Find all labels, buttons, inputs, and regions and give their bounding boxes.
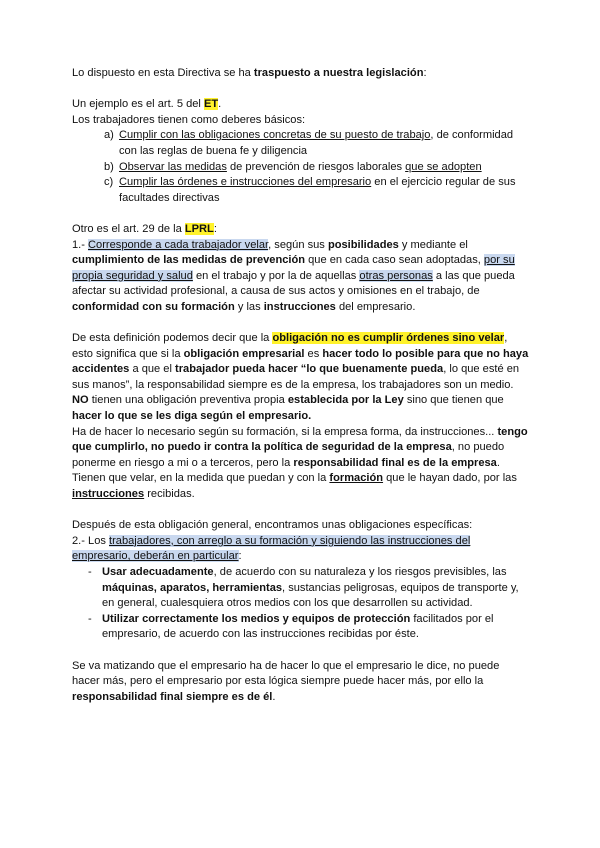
bold-text: tengo que cumplirlo, no puedo ir contra la política de seguridad de la empresa xyxy=(72,425,528,454)
paragraph-directiva xyxy=(72,66,530,82)
bold-text: posibilidades xyxy=(327,238,399,251)
paragraph-deberes: Los trabajadores tienen como deberes básicos: xyxy=(72,113,306,126)
text: tienen una obligación preventiva propia xyxy=(88,394,288,407)
text: en el ejercicio regular de sus facultades directivas xyxy=(119,176,516,204)
text: a las que pueda afectar su actividad profesional, a causa de sus actos y omisiones en el trabajo, de xyxy=(72,269,515,298)
highlight-text: Corresponde a cada trabajador velar xyxy=(88,238,269,251)
text: 1.- xyxy=(72,238,89,251)
underlined-text: Cumplir las órdenes e instrucciones del empresario xyxy=(119,176,372,189)
bold-text: obligación empresarial xyxy=(183,347,305,360)
text: , lo que esté en sus manos”, la responsabilidad siempre es de la empresa, los trabajadores son un medio. xyxy=(72,363,520,391)
text: recibidas. xyxy=(144,488,195,501)
text: a que el xyxy=(129,363,176,376)
bold-text: establecida por la Ley xyxy=(287,394,404,407)
text: sino que tienen que xyxy=(403,394,504,407)
bold-text: traspuesto a nuestra legislación xyxy=(253,67,424,79)
list-deberes xyxy=(72,128,530,206)
text: , no puedo ponerme en riesgo a mi o a terceros, pero la xyxy=(72,441,505,469)
text: del empresario. xyxy=(335,300,416,313)
text: : xyxy=(213,222,217,235)
list-obligaciones xyxy=(72,565,530,643)
list-item xyxy=(88,565,530,612)
text: , de acuerdo con su naturaleza y los riesgos previsibles, las xyxy=(213,566,507,578)
paragraph-ejemplo-et xyxy=(72,97,530,113)
text: 2.- Los xyxy=(72,534,109,547)
text: . xyxy=(218,98,222,111)
list-marker: c) xyxy=(104,176,114,189)
text: De esta definición podemos decir que la xyxy=(72,332,273,345)
bold-underlined-text: instrucciones xyxy=(72,488,145,501)
paragraph-art29-2 xyxy=(72,534,530,565)
highlight-text: obligación no es cumplir órdenes sino velar xyxy=(272,332,505,345)
bold-text: máquinas, aparatos, herramientas xyxy=(102,581,283,594)
list-marker: - xyxy=(88,612,92,625)
list-item xyxy=(104,160,530,176)
list-marker: - xyxy=(88,566,92,578)
paragraph-art29 xyxy=(72,238,530,316)
bold-text: responsabilidad final es de la empresa xyxy=(293,456,497,469)
bold-underlined-text: formación xyxy=(329,472,384,485)
bold-text: hacer lo que se les diga según el empresario. xyxy=(72,410,312,423)
paragraph-matizando xyxy=(72,659,530,706)
text: en el trabajo y por la de aquellas xyxy=(192,269,360,282)
bold-text: NO xyxy=(72,394,89,407)
paragraph-no-obligacion xyxy=(72,393,530,424)
highlight-text: por su propia seguridad y salud xyxy=(72,254,515,282)
text: , esto significa que si la xyxy=(72,332,508,360)
text: , sustancias peligrosas, equipos de transporte y, en general, cualesquiera otros medios con los que desarrollen su actividad. xyxy=(102,581,519,610)
text: facilitados por el empresario, de acuerdo con las instrucciones recibidas por éste. xyxy=(102,612,494,641)
bold-text: Usar adecuadamente xyxy=(102,566,214,578)
paragraph-especificas: Después de esta obligación general, encontramos unas obligaciones específicas: xyxy=(72,519,473,532)
text: : xyxy=(423,67,427,79)
underlined-text: Cumplir con las obligaciones concretas de su puesto de trabajo xyxy=(119,129,431,142)
list-item xyxy=(88,612,530,643)
bold-text: instrucciones xyxy=(263,300,336,313)
text: , según sus xyxy=(268,238,328,251)
bold-text: trabajador pueda hacer “lo que buenamente pueda xyxy=(175,363,444,376)
list-marker: a) xyxy=(104,129,114,142)
text: Tienen que velar, en la medida que puedan y con la xyxy=(72,472,330,485)
underlined-text: Observar las medidas xyxy=(119,160,227,173)
text: y las xyxy=(234,300,264,313)
text: Lo dispuesto en esta Directiva se ha xyxy=(72,67,254,79)
bold-text: responsabilidad final siempre es de él xyxy=(72,690,273,703)
highlight-lprl: LPRL xyxy=(184,222,214,235)
list-marker: b) xyxy=(104,160,114,173)
bold-text: hacer todo lo posible para que no haya accidentes xyxy=(72,347,529,376)
highlight-text: trabajadores, con arreglo a su formación y siguiendo las instrucciones del empresario, deberán en particular xyxy=(72,534,471,563)
paragraph-lprl xyxy=(72,222,530,238)
list-item xyxy=(104,175,530,206)
list-item xyxy=(104,128,530,159)
underlined-text: que se adopten xyxy=(405,160,482,173)
text: Ha de hacer lo necesario según su formación, si la empresa forma, da instrucciones... xyxy=(72,425,498,438)
bold-text: conformidad con su formación xyxy=(72,300,235,313)
paragraph-definicion xyxy=(72,331,530,393)
bold-text: Utilizar correctamente los medios y equipos de protección xyxy=(102,612,411,625)
highlight-text: otras personas xyxy=(359,269,433,282)
text: Otro es el art. 29 de la xyxy=(72,222,185,235)
text: que le hayan dado, por las xyxy=(383,472,517,485)
text: Se va matizando que el empresario ha de hacer lo que el empresario le dice, no puede hacer más, pero el empresario por esta lógica siempre puede hacer más, por ello la xyxy=(72,659,500,688)
text: y mediante el xyxy=(398,238,468,251)
document-body xyxy=(72,66,530,705)
text: que en cada caso sean adoptadas, xyxy=(305,254,484,267)
highlight-et: ET xyxy=(203,98,219,111)
text: , de conformidad con las reglas de buena fe y diligencia xyxy=(119,129,514,157)
paragraph-velar xyxy=(72,471,530,502)
bold-text: cumplimiento de las medidas de prevención xyxy=(72,254,306,267)
text: Un ejemplo es el art. 5 del xyxy=(72,98,204,111)
paragraph-formacion xyxy=(72,425,530,472)
text: es xyxy=(304,347,323,360)
text: . xyxy=(272,690,276,703)
text: . xyxy=(496,456,500,469)
text: de prevención de riesgos laborales xyxy=(226,160,406,173)
text: : xyxy=(238,550,242,563)
